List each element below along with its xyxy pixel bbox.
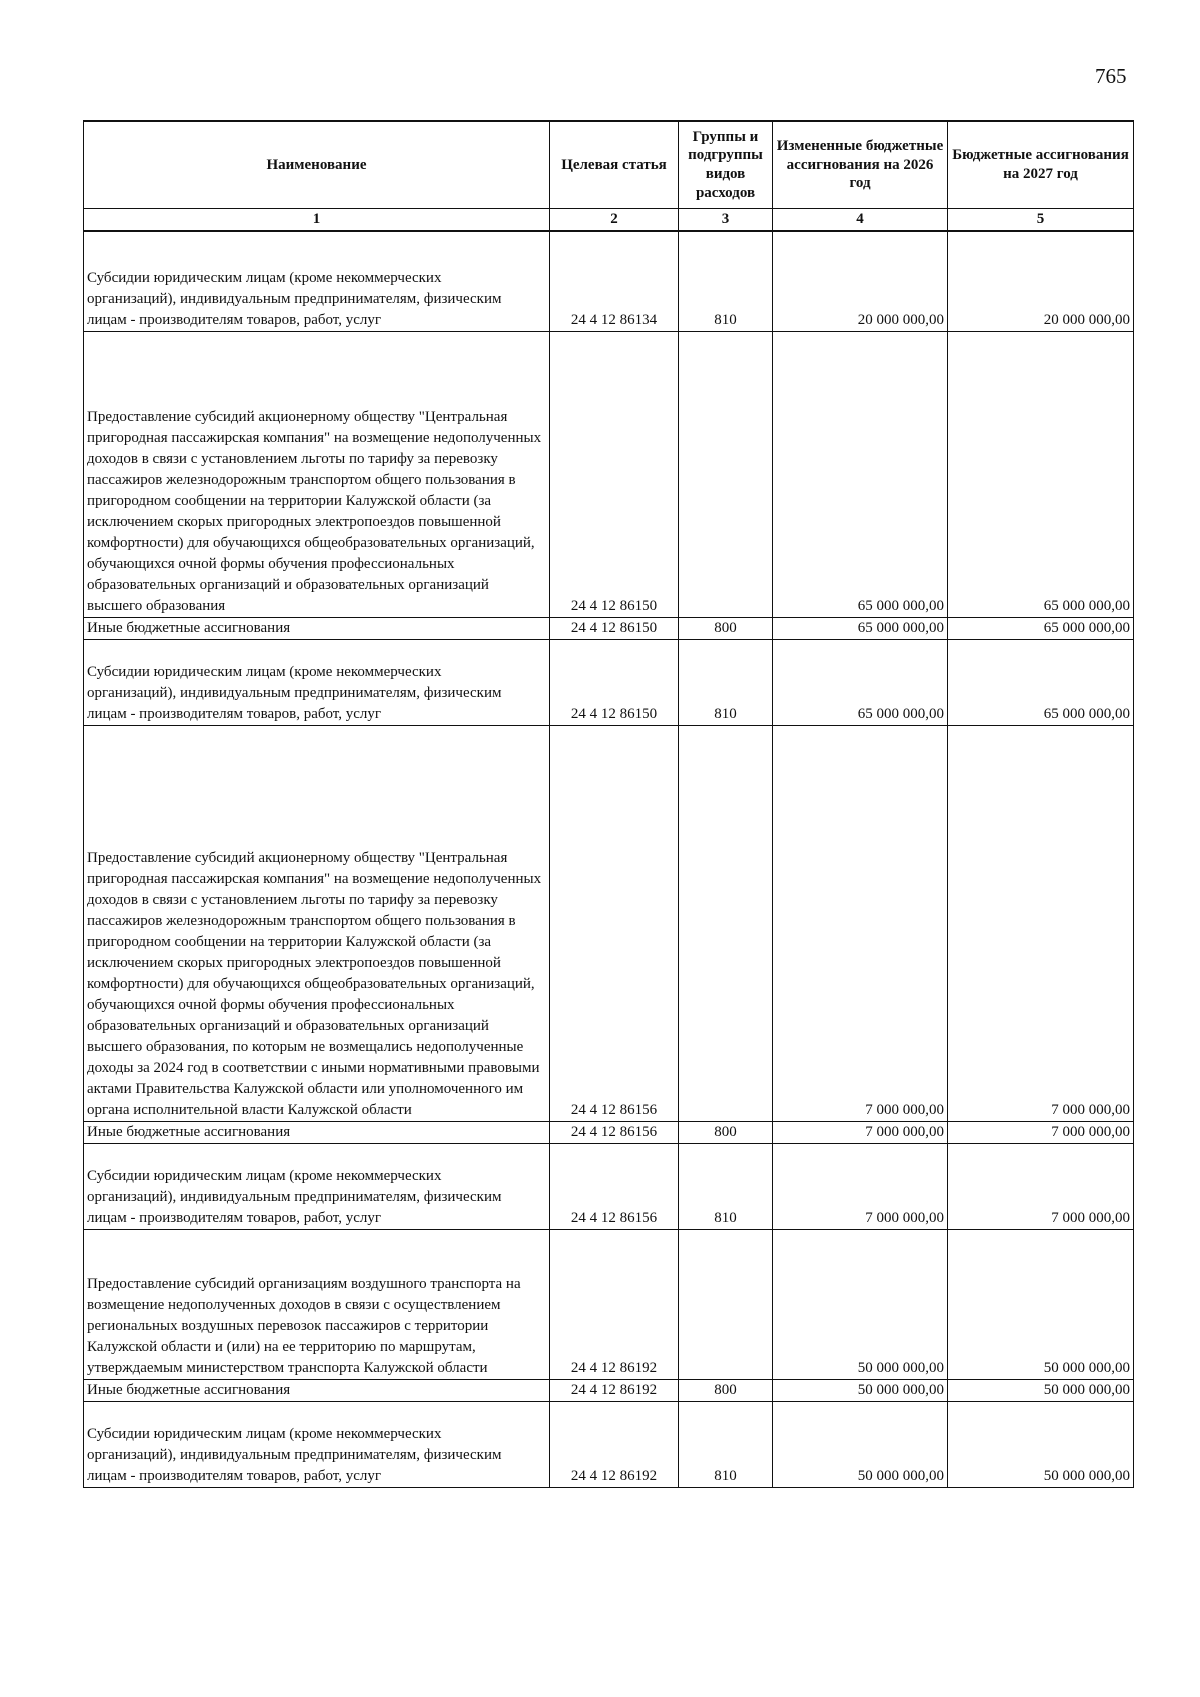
column-number: 1 (84, 209, 550, 232)
row-amount-2027: 65 000 000,00 (948, 639, 1134, 725)
row-amount-2026: 65 000 000,00 (773, 617, 948, 639)
row-group: 800 (679, 1121, 773, 1143)
row-group: 810 (679, 1143, 773, 1229)
row-target-code: 24 4 12 86156 (550, 1143, 679, 1229)
row-name: Предоставление субсидий организациям воздушного транспорта на возмещение недополученных доходов в связи с осуществлением региональных воздушных перевозок пассажиров с территории Калужской области и (или) на ее территорию по маршрутам, утверждаемым министерством транспорта Калужской области (84, 1229, 550, 1379)
row-amount-2027: 7 000 000,00 (948, 1143, 1134, 1229)
row-amount-2026: 65 000 000,00 (773, 639, 948, 725)
header-target-article: Целевая статья (550, 121, 679, 209)
row-group: 810 (679, 231, 773, 331)
row-group (679, 725, 773, 1121)
row-amount-2026: 7 000 000,00 (773, 725, 948, 1121)
row-amount-2027: 50 000 000,00 (948, 1229, 1134, 1379)
row-amount-2026: 65 000 000,00 (773, 331, 948, 617)
row-amount-2026: 20 000 000,00 (773, 231, 948, 331)
table-row (84, 331, 1134, 617)
row-target-code: 24 4 12 86134 (550, 231, 679, 331)
page-number: 765 (1095, 64, 1127, 88)
table-header-row (84, 121, 1134, 209)
column-number: 2 (550, 209, 679, 232)
row-target-code: 24 4 12 86156 (550, 1121, 679, 1143)
row-amount-2027: 20 000 000,00 (948, 231, 1134, 331)
row-target-code: 24 4 12 86192 (550, 1379, 679, 1401)
row-name: Предоставление субсидий акционерному обществу "Центральная пригородная пассажирская компания" на возмещение недополученных доходов в связи с установлением льготы по тарифу за перевозку пассажиров железнодорожным транспортом общего пользования в пригородном сообщении на территории Калужской области (за исключением скорых пригородных электропоездов повышенной комфортности) для обучающихся общеобразовательных организаций, обучающихся очной формы обучения профессиональных образовательных организаций и образовательных организаций высшего образования (84, 331, 550, 617)
table-row (84, 1229, 1134, 1379)
row-amount-2027: 7 000 000,00 (948, 1121, 1134, 1143)
table-row (84, 1121, 1134, 1143)
row-target-code: 24 4 12 86150 (550, 331, 679, 617)
row-target-code: 24 4 12 86192 (550, 1229, 679, 1379)
row-amount-2027: 65 000 000,00 (948, 331, 1134, 617)
column-number: 4 (773, 209, 948, 232)
table-row (84, 231, 1134, 331)
row-amount-2027: 7 000 000,00 (948, 725, 1134, 1121)
budget-table (83, 120, 1134, 1488)
column-number-row (84, 209, 1134, 232)
row-amount-2027: 50 000 000,00 (948, 1379, 1134, 1401)
table-row (84, 1143, 1134, 1229)
header-budget-2027: Бюджетные ассигнования на 2027 год (948, 121, 1134, 209)
column-number: 3 (679, 209, 773, 232)
row-target-code: 24 4 12 86156 (550, 725, 679, 1121)
row-group: 800 (679, 617, 773, 639)
row-name: Субсидии юридическим лицам (кроме некоммерческих организаций), индивидуальным предпринимателям, физическим лицам - производителям товаров, работ, услуг (84, 639, 550, 725)
row-amount-2026: 50 000 000,00 (773, 1401, 948, 1487)
row-target-code: 24 4 12 86150 (550, 639, 679, 725)
row-target-code: 24 4 12 86150 (550, 617, 679, 639)
table-row (84, 639, 1134, 725)
table-row (84, 1401, 1134, 1487)
row-amount-2026: 7 000 000,00 (773, 1121, 948, 1143)
row-group: 810 (679, 639, 773, 725)
row-name: Иные бюджетные ассигнования (84, 1379, 550, 1401)
header-name: Наименование (84, 121, 550, 209)
table-row (84, 1379, 1134, 1401)
row-group (679, 331, 773, 617)
row-amount-2026: 50 000 000,00 (773, 1379, 948, 1401)
table-row (84, 617, 1134, 639)
row-group: 800 (679, 1379, 773, 1401)
column-number: 5 (948, 209, 1134, 232)
row-amount-2026: 7 000 000,00 (773, 1143, 948, 1229)
row-name: Субсидии юридическим лицам (кроме некоммерческих организаций), индивидуальным предпринимателям, физическим лицам - производителям товаров, работ, услуг (84, 231, 550, 331)
row-target-code: 24 4 12 86192 (550, 1401, 679, 1487)
header-expense-groups: Группы и подгруппы видов расходов (679, 121, 773, 209)
header-changed-2026: Измененные бюджетные ассигнования на 2026 год (773, 121, 948, 209)
table-row (84, 725, 1134, 1121)
row-amount-2027: 65 000 000,00 (948, 617, 1134, 639)
row-group: 810 (679, 1401, 773, 1487)
row-name: Предоставление субсидий акционерному обществу "Центральная пригородная пассажирская компания" на возмещение недополученных доходов в связи с установлением льготы по тарифу за перевозку пассажиров железнодорожным транспортом общего пользования в пригородном сообщении на территории Калужской области (за исключением скорых пригородных электропоездов повышенной комфортности) для обучающихся общеобразовательных организаций, обучающихся очной формы обучения профессиональных образовательных организаций и образовательных организаций высшего образования, по которым не возмещались недополученные доходы за 2024 год в соответствии с иными нормативными правовыми актами Правительства Калужской области или уполномоченного им органа исполнительной власти Калужской области (84, 725, 550, 1121)
row-amount-2027: 50 000 000,00 (948, 1401, 1134, 1487)
row-name: Субсидии юридическим лицам (кроме некоммерческих организаций), индивидуальным предпринимателям, физическим лицам - производителям товаров, работ, услуг (84, 1401, 550, 1487)
row-group (679, 1229, 773, 1379)
row-name: Иные бюджетные ассигнования (84, 617, 550, 639)
row-name: Субсидии юридическим лицам (кроме некоммерческих организаций), индивидуальным предпринимателям, физическим лицам - производителям товаров, работ, услуг (84, 1143, 550, 1229)
row-amount-2026: 50 000 000,00 (773, 1229, 948, 1379)
row-name: Иные бюджетные ассигнования (84, 1121, 550, 1143)
